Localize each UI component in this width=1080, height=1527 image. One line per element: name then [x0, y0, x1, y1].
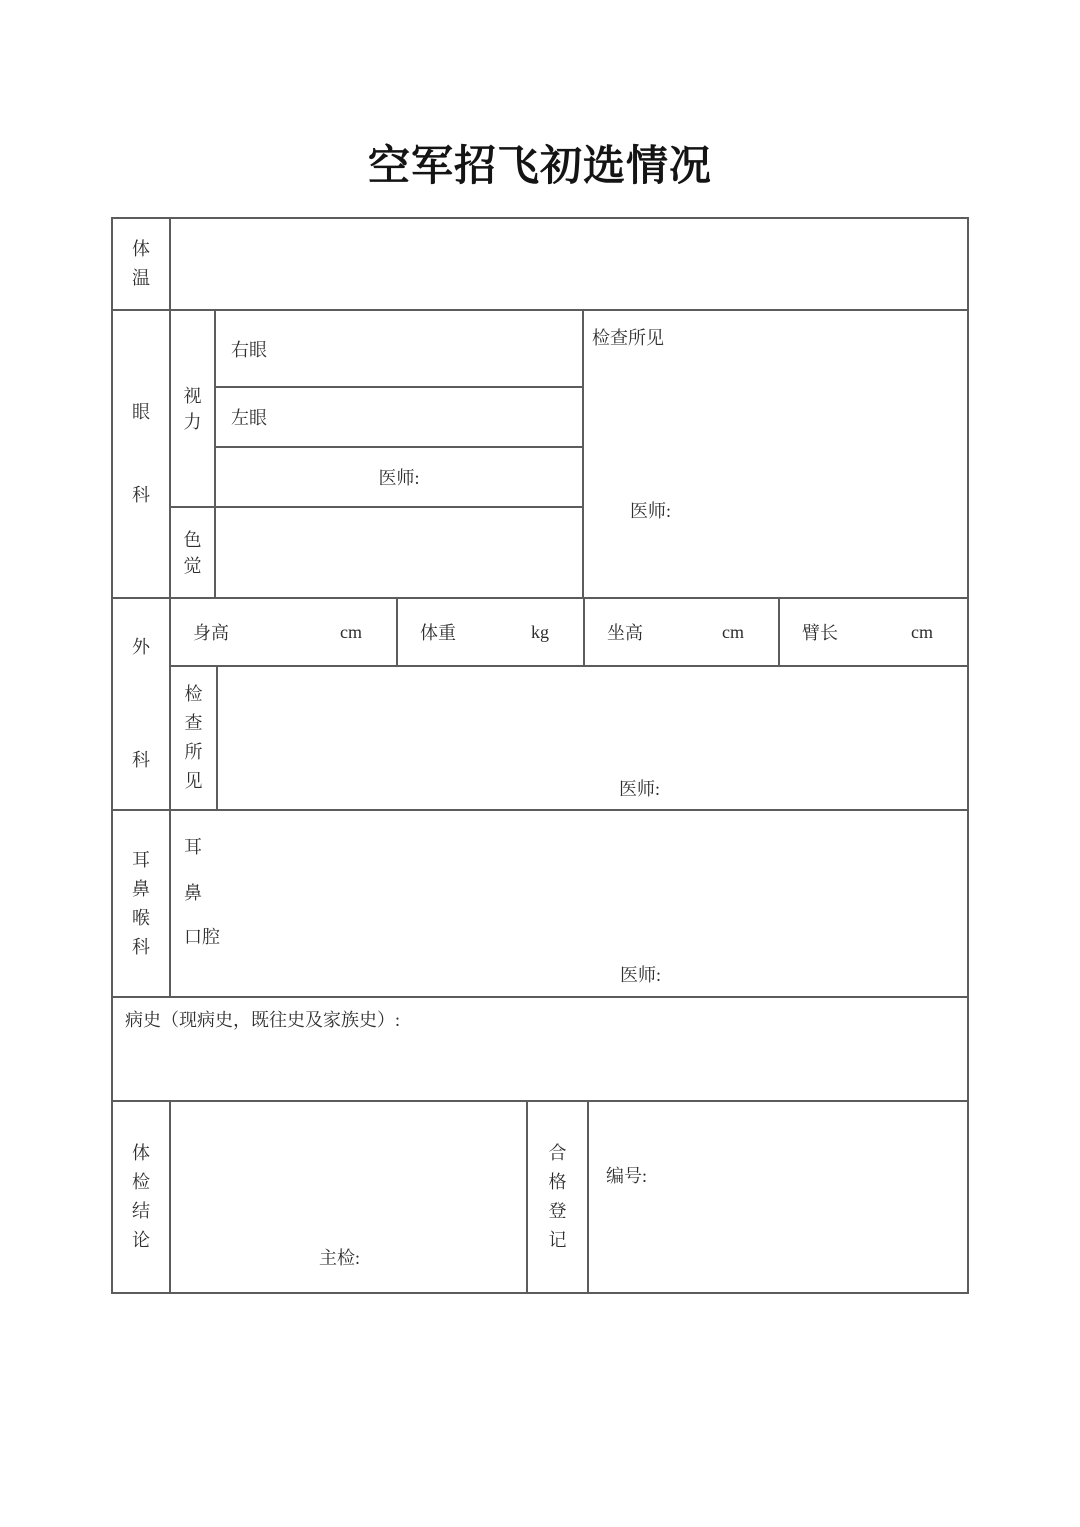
- left-eye-cell: [215, 387, 583, 447]
- ent-doctor-label: 医师:: [620, 965, 662, 985]
- right-eye-cell: [215, 310, 583, 387]
- eye-findings-doctor-label: 医师:: [630, 501, 672, 521]
- eye-section-label: 眼 科: [112, 310, 170, 598]
- ent-ear-label: 耳: [184, 837, 202, 857]
- conclusion-cell: [170, 1101, 527, 1293]
- sitting-height-label: 坐高: [607, 623, 643, 643]
- sitting-height-unit: cm: [722, 621, 744, 642]
- ent-nose-label: 鼻: [184, 883, 202, 903]
- weight-label: 体重: [420, 623, 456, 643]
- weight-unit: kg: [531, 621, 549, 642]
- left-eye-label: 左眼: [231, 408, 267, 428]
- height-unit: cm: [340, 621, 362, 642]
- surgery-doctor-label: 医师:: [619, 779, 661, 799]
- number-label: 编号:: [606, 1166, 648, 1186]
- arm-length-unit: cm: [911, 621, 933, 642]
- number-cell: [588, 1101, 968, 1293]
- color-vision-label: 色 觉: [170, 507, 215, 598]
- temperature-value-cell: [170, 218, 968, 310]
- vision-doctor-cell: [215, 447, 583, 507]
- surgery-section-label: 外 科: [112, 598, 170, 810]
- sitting-height-cell: [584, 598, 779, 666]
- page-title: 空军招飞初选情况: [367, 144, 712, 190]
- chief-examiner-label: 主检:: [319, 1248, 361, 1268]
- arm-length-cell: [779, 598, 968, 666]
- surgery-findings-cell: [217, 666, 968, 810]
- vision-label: 视 力: [170, 310, 215, 507]
- vision-doctor-label: 医师:: [378, 468, 420, 488]
- qualification-label: 合 格 登 记: [527, 1101, 588, 1293]
- ent-section-label: 耳 鼻 喉 科: [112, 810, 170, 997]
- weight-cell: [397, 598, 584, 666]
- history-label: 病史（现病史，既往史及家族史）:: [125, 1010, 400, 1030]
- ent-mouth-label: 口腔: [184, 927, 220, 947]
- ent-content-cell: [170, 810, 968, 997]
- surgery-findings-label: 检 查 所 见: [170, 666, 217, 810]
- color-vision-value-cell: [215, 507, 583, 598]
- right-eye-label: 右眼: [231, 339, 267, 360]
- temperature-label: 体 温: [112, 218, 170, 310]
- height-cell: [170, 598, 397, 666]
- arm-length-label: 臂长: [802, 623, 838, 643]
- history-cell: [112, 997, 968, 1101]
- eye-findings-label: 检查所见: [592, 328, 664, 348]
- height-label: 身高: [193, 623, 229, 643]
- conclusion-section-label: 体 检 结 论: [112, 1101, 170, 1293]
- eye-findings-cell: [583, 310, 968, 598]
